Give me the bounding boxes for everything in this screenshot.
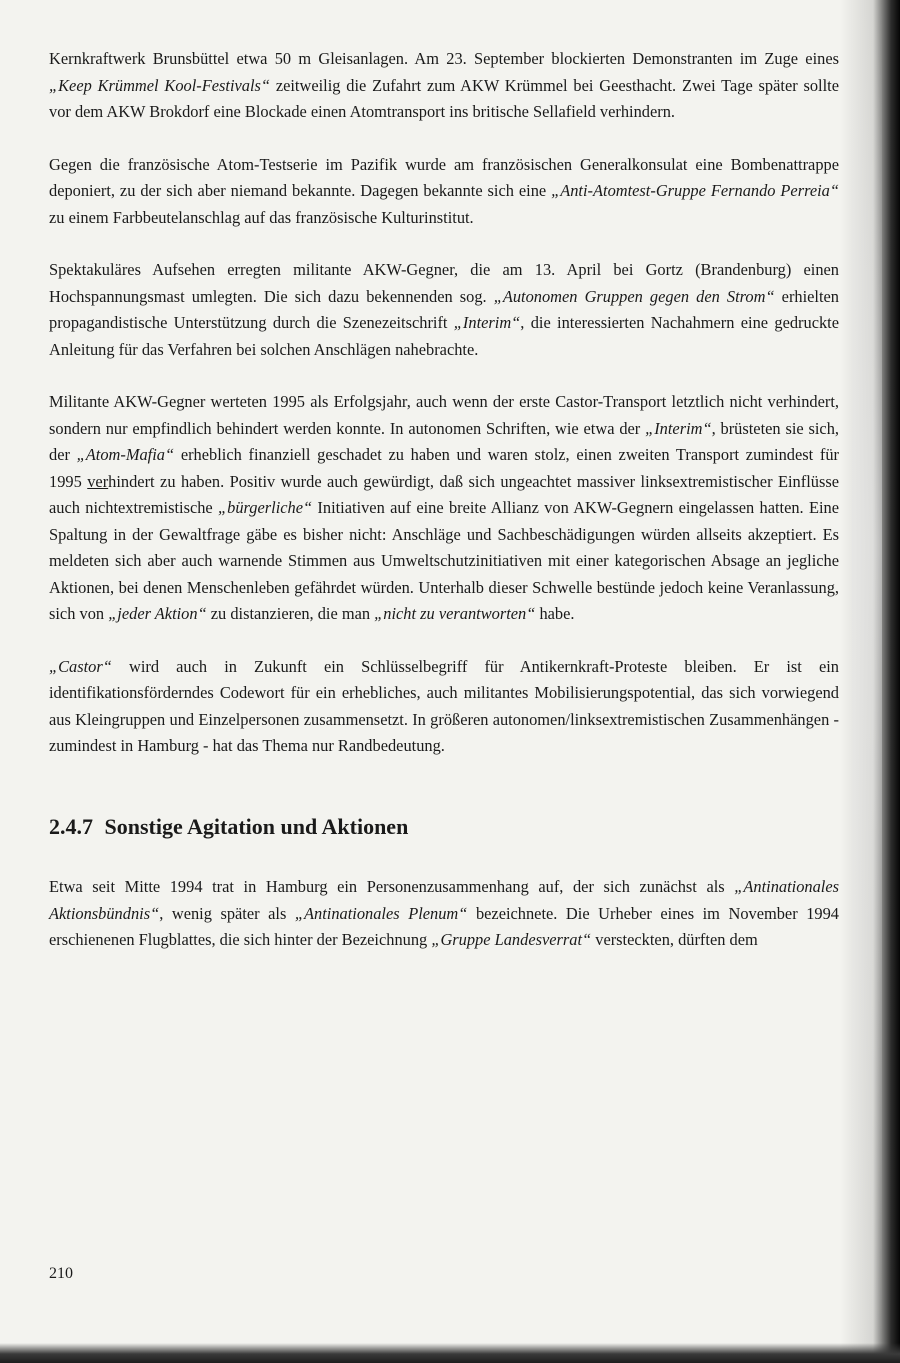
- text-segment: , wenig später als: [159, 903, 295, 923]
- section-heading: [49, 814, 839, 841]
- underlined-text: ver: [87, 471, 109, 491]
- paragraph-castor-transport: [49, 389, 839, 628]
- italic-quote: „Autonomen Gruppen gegen den Strom“: [493, 286, 775, 306]
- paragraph-brunsbuettel: [49, 46, 839, 126]
- italic-quote: „Interim“: [453, 313, 521, 332]
- italic-quote: „nicht zu verantworten“: [374, 604, 536, 623]
- text-segment: , brüsteten sie sich, der: [49, 418, 839, 464]
- italic-quote: „Castor“: [49, 656, 112, 676]
- text-segment: erheblich finanziell geschadet zu haben und waren stolz, einen zweiten Transport zumindest für 1995: [49, 445, 839, 491]
- text-segment: hindert zu haben. Positiv wurde auch gewürdigt, daß sich ungeachtet massiver linksextremistischer Einflüsse auch nichtextremistische: [49, 471, 839, 517]
- text-segment: versteckten, dürften dem: [591, 930, 758, 949]
- text-segment: zu einem Farbbeutelanschlag auf das französische Kulturinstitut.: [49, 207, 474, 227]
- text-segment: zeitweilig die Zufahrt zum AKW Krümmel bei Geesthacht. Zwei Tage später sollte vor dem AKW Brokdorf eine Blockade einen Atomtransport ins britische Sellafield verhindern.: [49, 75, 839, 121]
- paragraph-castor-begriff: [49, 654, 839, 760]
- paragraph-antinational: [49, 874, 839, 954]
- text-segment: Militante AKW-Gegner werteten 1995 als Erfolgsjahr, auch wenn der erste Castor-Transport letztlich nicht verhindert, sondern nur empfindlich behindert werden konnte. In autonomen Schriften, wie etwa der: [49, 392, 839, 438]
- text-segment: Initiativen auf eine breite Allianz von AKW-Gegnern eingelassen hatten. Eine Spaltung in der Gewaltfrage gäbe es bisher nicht: Anschläge und Sachbeschädigungen würden allseits akzeptiert. Es meldeten sich aber auch warnende Stimmen aus Umweltschutzinitiativen mit einer kategorischen Absage an jegliche Aktionen, bei denen Menschenleben gefährdet würden. Unterhalb dieser Schwelle bestünde jedoch keine Veranlassung, sich von: [49, 498, 839, 623]
- italic-quote: „Antinationales Plenum“: [294, 903, 468, 923]
- italic-quote: „jeder Aktion“: [108, 604, 207, 623]
- text-segment: bezeichnete. Die Urheber eines im November 1994 erschienenen Flugblattes, die sich hinter der Bezeichnung: [49, 903, 839, 949]
- italic-quote: „bürgerliche“: [218, 498, 313, 517]
- section-title: Sonstige Agitation und Aktionen: [104, 813, 409, 839]
- text-segment: Spektakuläres Aufsehen erregten militante AKW-Gegner, die am 13. April bei Gortz (Brandenburg) einen Hochspannungsmast umlegten. Die sich dazu bekennenden sog.: [49, 260, 839, 306]
- section-number: 2.4.7: [49, 813, 93, 839]
- text-segment: , die interessierten Nachahmern eine gedruckte Anleitung für das Verfahren bei solchen Anschlägen nahebrachte.: [49, 313, 839, 359]
- italic-quote: „Antinationales Aktionsbündnis“: [49, 877, 839, 923]
- italic-quote: „Anti-Atomtest-Gruppe Fernando Perreia“: [551, 181, 839, 200]
- text-segment: Kernkraftwerk Brunsbüttel etwa 50 m Gleisanlagen. Am 23. September blockierten Demonstranten im Zuge eines: [49, 49, 839, 68]
- paragraph-hochspannungsmast: [49, 257, 839, 363]
- text-segment: Etwa seit Mitte 1994 trat in Hamburg ein Personenzusammenhang auf, der sich zunächst als: [49, 877, 735, 896]
- text-segment: habe.: [535, 604, 575, 623]
- text-segment: zu distanzieren, die man: [206, 604, 375, 623]
- italic-quote: „Keep Krümmel Kool-Festivals“: [49, 75, 271, 95]
- text-segment: erhielten propagandistische Unterstützung durch die Szenezeitschrift: [49, 286, 840, 332]
- italic-quote: „Gruppe Landesverrat“: [431, 930, 592, 949]
- text-segment: wird auch in Zukunft ein Schlüsselbegriff für Antikernkraft-Proteste bleiben. Er ist ein identifikationsförderndes Codewort für ein erhebliches, auch militantes Mobilisierungspotential, das sich vorwiegend aus Kleingruppen und Einzelpersonen zusammensetzt. In größeren autonomen/linksextremistischen Zusammenhängen - zumindest in Hamburg - hat das Thema nur Randbedeutung.: [49, 656, 839, 755]
- italic-quote: „Atom-Mafia“: [76, 445, 175, 464]
- bottom-edge-shadow: [0, 1343, 900, 1363]
- paragraph-atomtest: [49, 152, 839, 232]
- page-number: 210: [49, 1265, 73, 1282]
- text-segment: Gegen die französische Atom-Testserie im Pazifik wurde am französischen Generalkonsulat eine Bombenattrappe deponiert, zu der sich aber niemand bekannte. Dagegen bekannte sich eine: [49, 154, 839, 200]
- page-edge-highlight: [852, 0, 882, 1363]
- page-body: [49, 46, 839, 980]
- italic-quote: „Interim“: [645, 418, 712, 438]
